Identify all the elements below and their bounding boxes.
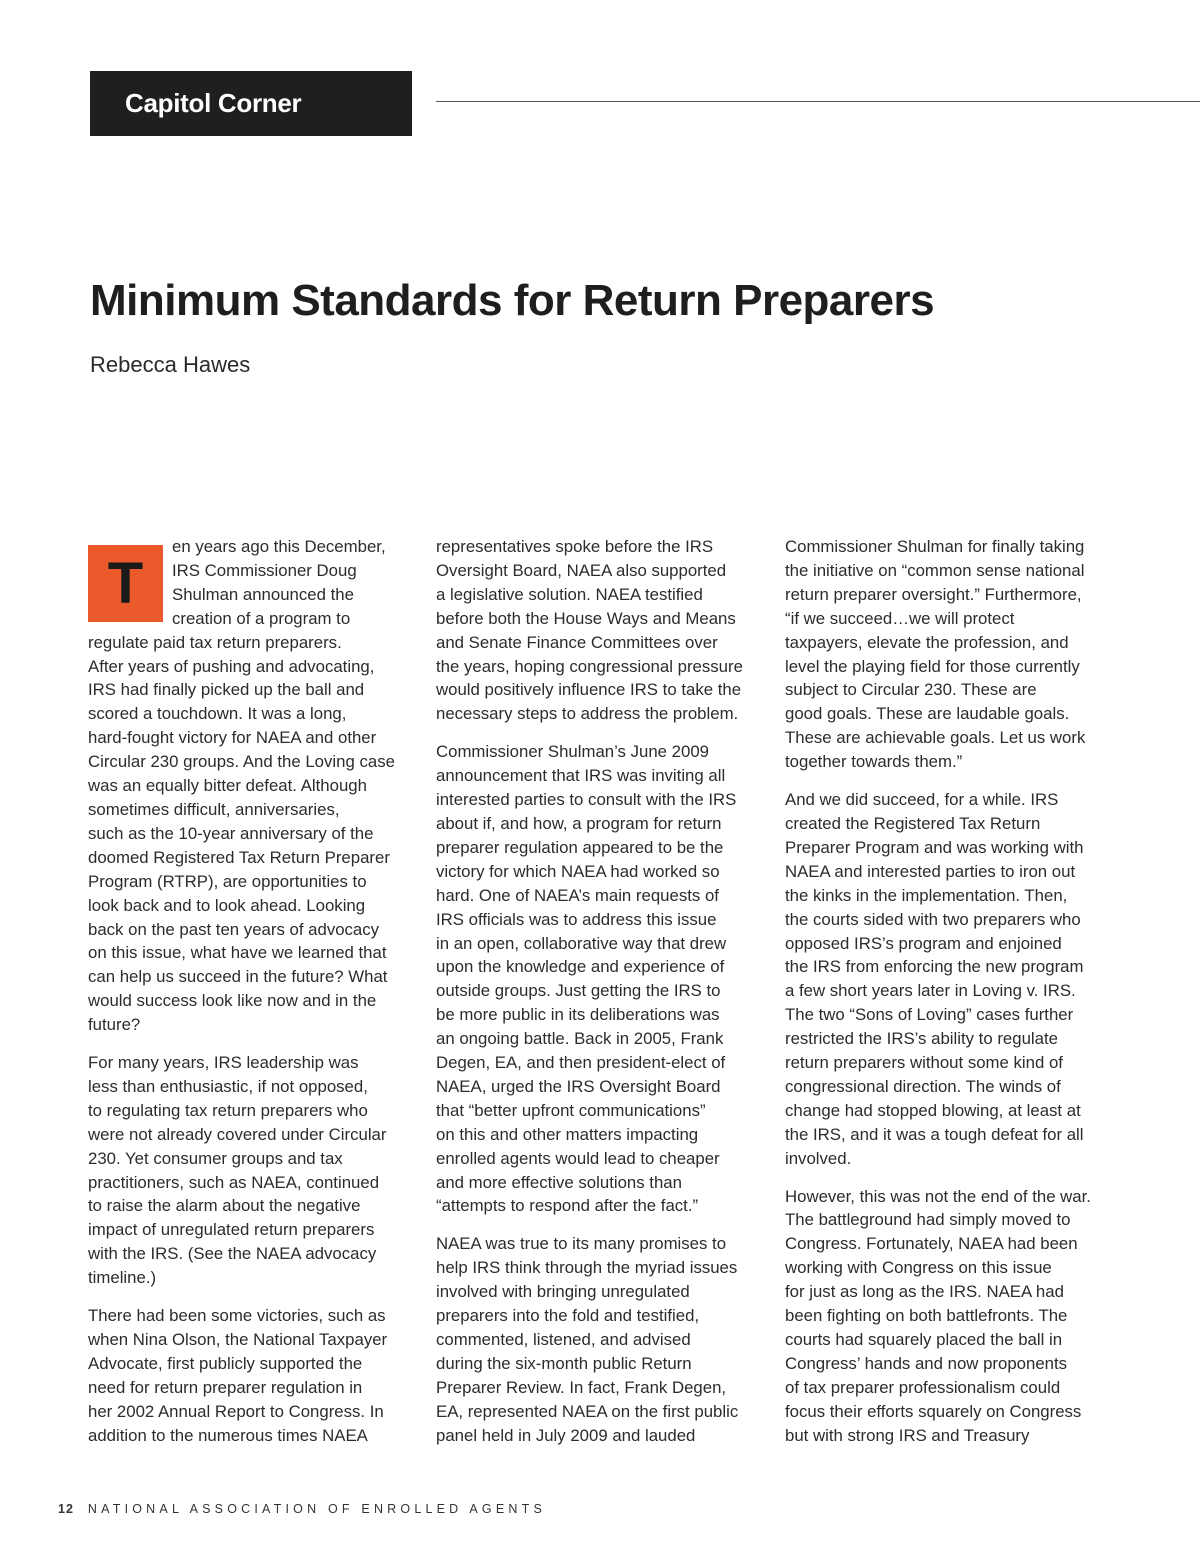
text-line: involved with bringing unregulated bbox=[436, 1282, 690, 1302]
text-line: was an equally bitter defeat. Although bbox=[88, 776, 367, 796]
text-line: regulate paid tax return preparers. bbox=[88, 632, 342, 652]
text-line: level the playing field for those currently bbox=[785, 656, 1080, 676]
text-line: a legislative solution. NAEA testified bbox=[436, 584, 703, 604]
text-line: outside groups. Just getting the IRS to bbox=[436, 981, 721, 1001]
drop-cap-letter: T bbox=[107, 550, 144, 616]
text-line: Preparer Review. In fact, Frank Degen, bbox=[436, 1377, 727, 1397]
text-line: NAEA, urged the IRS Oversight Board bbox=[436, 1076, 721, 1096]
text-line: However, this was not the end of the war. bbox=[785, 1186, 1091, 1206]
text-line: Advocate, first publicly supported the bbox=[88, 1353, 363, 1373]
text-line: And we did succeed, for a while. IRS bbox=[785, 790, 1059, 810]
text-line: preparer regulation appeared to be the bbox=[436, 837, 724, 857]
text-line: Shulman announced the bbox=[172, 584, 354, 604]
text-line: panel held in July 2009 and lauded bbox=[436, 1425, 696, 1445]
text-line: scored a touchdown. It was a long, bbox=[88, 704, 347, 724]
text-line: courts had squarely placed the ball in bbox=[785, 1330, 1063, 1349]
text-line: with the IRS. (See the NAEA advocacy bbox=[88, 1244, 377, 1264]
text-line: on this issue, what have we learned that bbox=[88, 943, 387, 963]
article-column-1 bbox=[88, 535, 418, 1462]
text-line: timeline.) bbox=[88, 1268, 157, 1288]
text-line: IRS had finally picked up the ball and bbox=[88, 680, 365, 700]
text-line: IRS Commissioner Doug bbox=[172, 560, 357, 580]
text-line: an ongoing battle. Back in 2005, Frank bbox=[436, 1029, 724, 1049]
text-line: Program (RTRP), are opportunities to bbox=[88, 871, 367, 891]
text-line: would success look like now and in the bbox=[88, 991, 377, 1011]
text-line: to regulating tax return preparers who bbox=[88, 1100, 368, 1120]
paragraph bbox=[88, 1304, 418, 1447]
text-line: “if we succeed…we will protect bbox=[785, 608, 1015, 628]
text-line: return preparers without some kind of bbox=[785, 1053, 1063, 1073]
paragraph bbox=[785, 788, 1115, 1171]
text-line: 230. Yet consumer groups and tax bbox=[88, 1148, 343, 1168]
text-line: These are achievable goals. Let us work bbox=[785, 728, 1086, 748]
text-line: good goals. These are laudable goals. bbox=[785, 704, 1070, 724]
text-line: preparers into the fold and testified, bbox=[436, 1306, 700, 1326]
text-line: addition to the numerous times NAEA bbox=[88, 1425, 368, 1445]
text-line: return preparer oversight.” Furthermore, bbox=[785, 584, 1082, 604]
text-line: future? bbox=[88, 1015, 141, 1035]
paragraph bbox=[436, 535, 766, 726]
text-line: opposed IRS’s program and enjoined bbox=[785, 933, 1062, 953]
page-footer bbox=[58, 1502, 546, 1516]
text-line: before both the House Ways and Means bbox=[436, 608, 736, 628]
text-line: NAEA was true to its many promises to bbox=[436, 1234, 727, 1254]
publication-name: NATIONAL ASSOCIATION OF ENROLLED AGENTS bbox=[87, 1502, 546, 1516]
text-line: doomed Registered Tax Return Preparer bbox=[88, 847, 390, 867]
text-line: hard. One of NAEA’s main requests of bbox=[436, 885, 719, 905]
text-line: help IRS think through the myriad issues bbox=[436, 1258, 738, 1278]
text-line: but with strong IRS and Treasury bbox=[785, 1425, 1030, 1445]
text-line: be more public in its deliberations was bbox=[436, 1005, 720, 1025]
text-line: en years ago this December, bbox=[172, 537, 386, 556]
text-line: and Senate Finance Committees over bbox=[436, 632, 718, 652]
text-line: the kinks in the implementation. Then, bbox=[785, 885, 1068, 905]
text-line: such as the 10-year anniversary of the bbox=[88, 823, 374, 843]
text-line: subject to Circular 230. These are bbox=[785, 680, 1037, 700]
text-line: interested parties to consult with the IRS bbox=[436, 790, 737, 810]
text-line: congressional direction. The winds of bbox=[785, 1076, 1061, 1096]
paragraph bbox=[436, 740, 766, 1218]
text-line: There had been some victories, such as bbox=[88, 1306, 386, 1326]
text-line: change had stopped blowing, at least at bbox=[785, 1100, 1081, 1120]
text-line: The two “Sons of Loving” cases further bbox=[785, 1005, 1074, 1025]
text-line: in an open, collaborative way that drew bbox=[436, 933, 727, 953]
text-line: her 2002 Annual Report to Congress. In bbox=[88, 1401, 384, 1421]
text-line: For many years, IRS leadership was bbox=[88, 1053, 359, 1073]
text-line: The battleground had simply moved to bbox=[785, 1210, 1071, 1230]
text-line: about if, and how, a program for return bbox=[436, 813, 722, 833]
text-line: Oversight Board, NAEA also supported bbox=[436, 560, 727, 580]
text-line: that “better upfront communications” bbox=[436, 1100, 706, 1120]
text-line: Commissioner Shulman for finally taking bbox=[785, 537, 1085, 556]
text-line: been fighting on both battlefronts. The bbox=[785, 1306, 1068, 1326]
text-line: back on the past ten years of advocacy bbox=[88, 919, 380, 939]
paragraph bbox=[88, 535, 418, 1037]
text-line: were not already covered under Circular bbox=[88, 1124, 387, 1144]
text-line: during the six-month public Return bbox=[436, 1353, 692, 1373]
text-line: IRS officials was to address this issue bbox=[436, 909, 717, 929]
text-line: victory for which NAEA had worked so bbox=[436, 861, 720, 881]
text-line: practitioners, such as NAEA, continued bbox=[88, 1172, 380, 1192]
section-tag bbox=[90, 71, 412, 136]
paragraph bbox=[88, 1051, 418, 1290]
article-title: Minimum Standards for Return Preparers bbox=[90, 276, 935, 325]
text-line: enrolled agents would lead to cheaper bbox=[436, 1148, 720, 1168]
text-line: involved. bbox=[785, 1148, 852, 1168]
header-rule bbox=[436, 101, 1200, 102]
text-line: focus their efforts squarely on Congress bbox=[785, 1401, 1082, 1421]
text-line: necessary steps to address the problem. bbox=[436, 704, 739, 724]
text-line: restricted the IRS’s ability to regulate bbox=[785, 1029, 1058, 1049]
text-line: upon the knowledge and experience of bbox=[436, 957, 725, 977]
text-line: sometimes difficult, anniversaries, bbox=[88, 799, 340, 819]
text-line: NAEA and interested parties to iron out bbox=[785, 861, 1076, 881]
text-line: the courts sided with two preparers who bbox=[785, 909, 1081, 929]
text-line: can help us succeed in the future? What bbox=[88, 967, 388, 987]
text-line: announcement that IRS was inviting all bbox=[436, 766, 726, 786]
text-line: of tax preparer professionalism could bbox=[785, 1377, 1061, 1397]
article-column-3 bbox=[785, 535, 1115, 1462]
text-line: together towards them.” bbox=[785, 752, 963, 772]
text-line: Preparer Program and was working with bbox=[785, 837, 1084, 857]
text-line: Circular 230 groups. And the Loving case bbox=[88, 752, 395, 772]
text-line: a few short years later in Loving v. IRS. bbox=[785, 981, 1076, 1001]
text-line: impact of unregulated return preparers bbox=[88, 1220, 375, 1240]
text-line: look back and to look ahead. Looking bbox=[88, 895, 366, 915]
text-line: Congress. Fortunately, NAEA had been bbox=[785, 1234, 1078, 1254]
text-line: taxpayers, elevate the profession, and bbox=[785, 632, 1069, 652]
text-line: to raise the alarm about the negative bbox=[88, 1196, 361, 1216]
article-author: Rebecca Hawes bbox=[90, 352, 251, 377]
section-label: Capitol Corner bbox=[125, 88, 302, 118]
text-line: the IRS, and it was a tough defeat for all bbox=[785, 1124, 1084, 1144]
page-number: 12 bbox=[58, 1502, 74, 1516]
text-line: creation of a program to bbox=[172, 608, 351, 628]
paragraph bbox=[785, 1185, 1115, 1448]
text-line: when Nina Olson, the National Taxpayer bbox=[88, 1330, 388, 1349]
text-line: commented, listened, and advised bbox=[436, 1330, 691, 1349]
text-line: on this and other matters impacting bbox=[436, 1124, 699, 1144]
text-line: Commissioner Shulman’s June 2009 bbox=[436, 742, 709, 762]
text-line: “attempts to respond after the fact.” bbox=[436, 1196, 699, 1216]
text-line: created the Registered Tax Return bbox=[785, 813, 1041, 833]
article-column-2 bbox=[436, 535, 766, 1462]
text-line: hard-fought victory for NAEA and other bbox=[88, 728, 377, 748]
text-line: would positively influence IRS to take the bbox=[436, 680, 742, 700]
text-line: need for return preparer regulation in bbox=[88, 1377, 363, 1397]
text-line: representatives spoke before the IRS bbox=[436, 537, 714, 556]
text-line: and more effective solutions than bbox=[436, 1172, 682, 1192]
drop-cap bbox=[88, 545, 163, 622]
text-line: for just as long as the IRS. NAEA had bbox=[785, 1282, 1064, 1302]
paragraph bbox=[436, 1232, 766, 1447]
text-line: working with Congress on this issue bbox=[785, 1258, 1052, 1278]
text-line: Degen, EA, and then president-elect of bbox=[436, 1053, 726, 1073]
text-line: the IRS from enforcing the new program bbox=[785, 957, 1084, 977]
text-line: After years of pushing and advocating, bbox=[88, 656, 375, 676]
text-line: the years, hoping congressional pressure bbox=[436, 656, 743, 676]
text-line: less than enthusiastic, if not opposed, bbox=[88, 1076, 368, 1096]
paragraph bbox=[785, 535, 1115, 774]
text-line: EA, represented NAEA on the first public bbox=[436, 1401, 739, 1421]
text-line: the initiative on “common sense national bbox=[785, 560, 1085, 580]
text-line: Congress’ hands and now proponents bbox=[785, 1353, 1068, 1373]
